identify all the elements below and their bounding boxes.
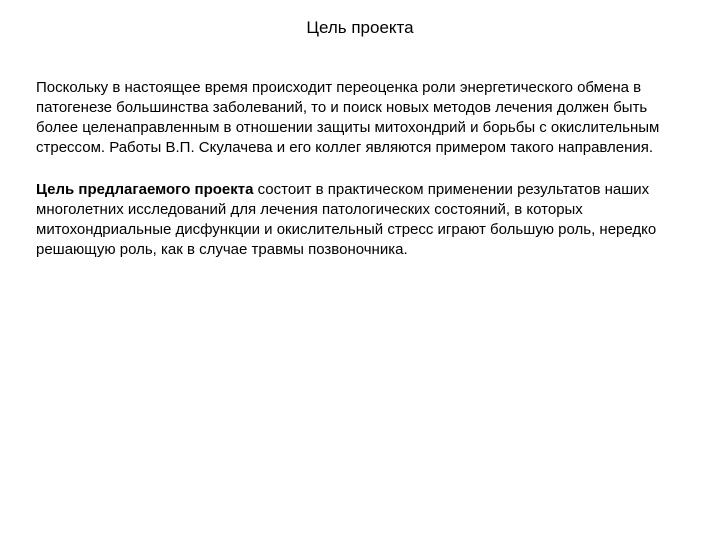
- slide-body: [36, 78, 686, 282]
- paragraph-2-bold-lead: Цель предлагаемого проекта: [36, 181, 254, 198]
- paragraph-2: [36, 180, 686, 260]
- slide-title: Цель проекта: [306, 18, 414, 37]
- paragraph-1: Поскольку в настоящее время происходит переоценка роли энергетического обмена в патогенезе большинства заболеваний, то и поиск новых методов лечения должен быть более целенаправленным в отношении защиты митохондрий и борьбы с окислительным стрессом. Работы В.П. Скулачева и его коллег являются примером такого направления.: [36, 79, 660, 156]
- paragraph-2-text: состоит в практическом применении результатов наших многолетних исследований для лечения патологических состояний, в которых митохондриальные дисфункции и окислительный стресс играют большую роль, нередко решающую роль, как в случае травмы позвоночника.: [36, 181, 657, 258]
